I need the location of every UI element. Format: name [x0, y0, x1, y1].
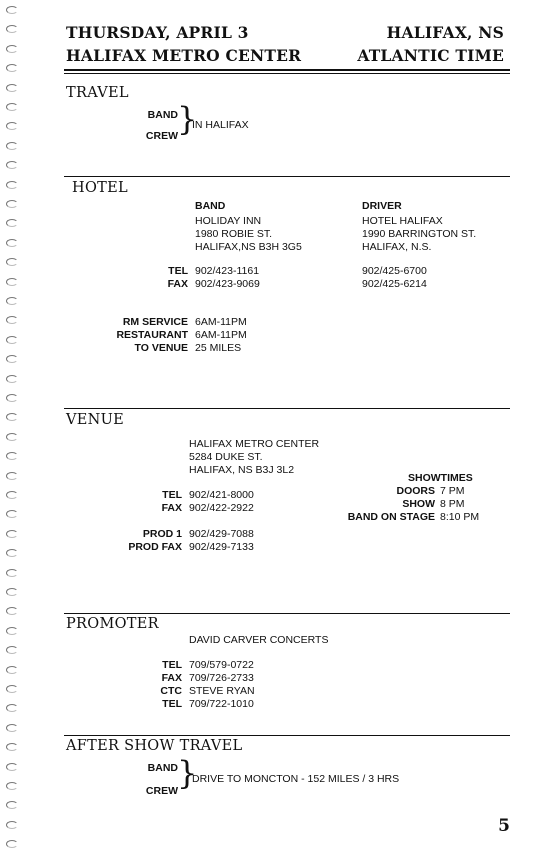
binding-ring	[6, 394, 18, 402]
venue-title: VENUE	[66, 412, 125, 428]
binding-ring	[6, 840, 18, 848]
hotel-driver-fax: 902/425-6214	[362, 278, 427, 290]
hotel-title: HOTEL	[72, 180, 128, 196]
header-rule-top	[64, 69, 510, 71]
binding-ring	[6, 491, 18, 499]
binding-ring	[6, 375, 18, 383]
hotel-band-line: 1980 ROBIE ST.	[195, 228, 273, 240]
showtimes-doors: 7 PM	[440, 485, 465, 497]
binding-ring	[6, 821, 18, 829]
header-timezone: ATLANTIC TIME	[357, 46, 504, 65]
binding-ring	[6, 355, 18, 363]
hotel-driver-heading: DRIVER	[362, 200, 402, 212]
venue-fax-label: FAX	[161, 502, 182, 514]
hotel-driver-line: 1990 BARRINGTON ST.	[362, 228, 477, 240]
header-rule-bottom	[64, 73, 510, 74]
binding-ring	[6, 627, 18, 635]
binding-ring	[6, 704, 18, 712]
showtimes-band-on-stage: 8:10 PM	[440, 511, 480, 523]
venue-address-line: HALIFAX METRO CENTER	[189, 438, 320, 450]
binding-ring	[6, 181, 18, 189]
binding-ring	[6, 142, 18, 150]
binding-ring	[6, 336, 18, 344]
promoter-ctc: STEVE RYAN	[189, 685, 255, 697]
binding-ring	[6, 122, 18, 130]
binding-ring	[6, 316, 18, 324]
binding-ring	[6, 763, 18, 771]
travel-band-label: BAND	[147, 109, 178, 121]
after-show-band-label: BAND	[147, 762, 178, 774]
venue-address-line: HALIFAX, NS B3J 3L2	[189, 464, 295, 476]
promoter-fax-label: FAX	[161, 672, 182, 684]
promoter-name: DAVID CARVER CONCERTS	[189, 634, 329, 646]
travel-crew-label: CREW	[145, 130, 178, 142]
binding-ring	[6, 452, 18, 460]
venue-prod1-label: PROD 1	[142, 528, 182, 540]
binding-ring	[6, 510, 18, 518]
after-show-title: AFTER SHOW TRAVEL	[66, 738, 243, 754]
promoter-rule	[64, 613, 510, 614]
binding-ring	[6, 530, 18, 538]
venue-prod1: 902/429-7088	[189, 528, 254, 540]
header-date: THURSDAY, APRIL 3	[66, 23, 249, 42]
binding-ring	[6, 685, 18, 693]
venue-address-line: 5284 DUKE ST.	[189, 451, 263, 463]
binding-ring	[6, 549, 18, 557]
promoter-fax: 709/726-2733	[189, 672, 254, 684]
hotel-restaurant-label: RESTAURANT	[116, 329, 188, 341]
hotel-rule	[64, 176, 510, 177]
hotel-fax-label: FAX	[167, 278, 188, 290]
after-show-detail: DRIVE TO MONCTON - 152 MILES / 3 HRS	[192, 773, 400, 785]
binding-ring	[6, 801, 18, 809]
binding-ring	[6, 724, 18, 732]
hotel-driver-line: HOTEL HALIFAX	[362, 215, 443, 227]
binding-ring	[6, 433, 18, 441]
hotel-to-venue: 25 MILES	[195, 342, 242, 354]
binding-ring	[6, 161, 18, 169]
hotel-band-line: HALIFAX,NS B3H 3G5	[195, 241, 302, 253]
promoter-tel2-label: TEL	[162, 698, 182, 710]
page-number: 5	[498, 816, 510, 836]
venue-prodfax: 902/429-7133	[189, 541, 254, 553]
hotel-restaurant: 6AM-11PM	[195, 329, 247, 341]
binding-ring	[6, 258, 18, 266]
hotel-band-line: HOLIDAY INN	[195, 215, 262, 227]
hotel-band-heading: BAND	[195, 200, 226, 212]
promoter-tel-label: TEL	[162, 659, 182, 671]
hotel-rm-service-label: RM SERVICE	[122, 316, 188, 328]
venue-fax: 902/422-2922	[189, 502, 254, 514]
hotel-driver-tel: 902/425-6700	[362, 265, 427, 277]
showtimes-band-on-stage-label: BAND ON STAGE	[347, 511, 435, 523]
promoter-ctc-label: CTC	[160, 685, 182, 697]
after-show-crew-label: CREW	[145, 785, 178, 797]
binding-ring	[6, 6, 18, 14]
binding-ring	[6, 84, 18, 92]
showtimes-show-label: SHOW	[402, 498, 435, 510]
binding-ring	[6, 200, 18, 208]
binding-ring	[6, 607, 18, 615]
travel-detail: IN HALIFAX	[192, 119, 249, 131]
travel-title: TRAVEL	[66, 85, 129, 101]
binding-ring	[6, 219, 18, 227]
header-city: HALIFAX, NS	[386, 23, 504, 42]
binding-ring	[6, 472, 18, 480]
binding-ring	[6, 666, 18, 674]
after-show-brace: }	[177, 754, 198, 792]
hotel-tel-label: TEL	[168, 265, 188, 277]
venue-rule	[64, 408, 510, 409]
binding-ring	[6, 278, 18, 286]
hotel-to-venue-label: TO VENUE	[134, 342, 188, 354]
binding-ring	[6, 413, 18, 421]
showtimes-doors-label: DOORS	[396, 485, 435, 497]
binding-ring	[6, 25, 18, 33]
binding-ring	[6, 588, 18, 596]
binding-ring	[6, 743, 18, 751]
hotel-driver-line: HALIFAX, N.S.	[362, 241, 432, 253]
binding-ring	[6, 646, 18, 654]
showtimes-show: 8 PM	[440, 498, 465, 510]
binding-ring	[6, 103, 18, 111]
promoter-title: PROMOTER	[66, 616, 159, 632]
hotel-band-fax: 902/423-9069	[195, 278, 260, 290]
binding-ring	[6, 297, 18, 305]
venue-tel: 902/421-8000	[189, 489, 254, 501]
promoter-tel2: 709/722-1010	[189, 698, 254, 710]
binding-ring	[6, 569, 18, 577]
binding-ring	[6, 64, 18, 72]
promoter-tel: 709/579-0722	[189, 659, 254, 671]
travel-brace: }	[177, 100, 198, 138]
binding-ring	[6, 782, 18, 790]
binding-ring	[6, 45, 18, 53]
hotel-rm-service: 6AM-11PM	[195, 316, 247, 328]
binding-ring	[6, 239, 18, 247]
showtimes-heading: SHOWTIMES	[408, 472, 473, 484]
header-venue: HALIFAX METRO CENTER	[66, 46, 302, 65]
venue-prodfax-label: PROD FAX	[128, 541, 182, 553]
hotel-band-tel: 902/423-1161	[195, 265, 260, 277]
after-show-rule	[64, 735, 510, 736]
venue-tel-label: TEL	[162, 489, 182, 501]
